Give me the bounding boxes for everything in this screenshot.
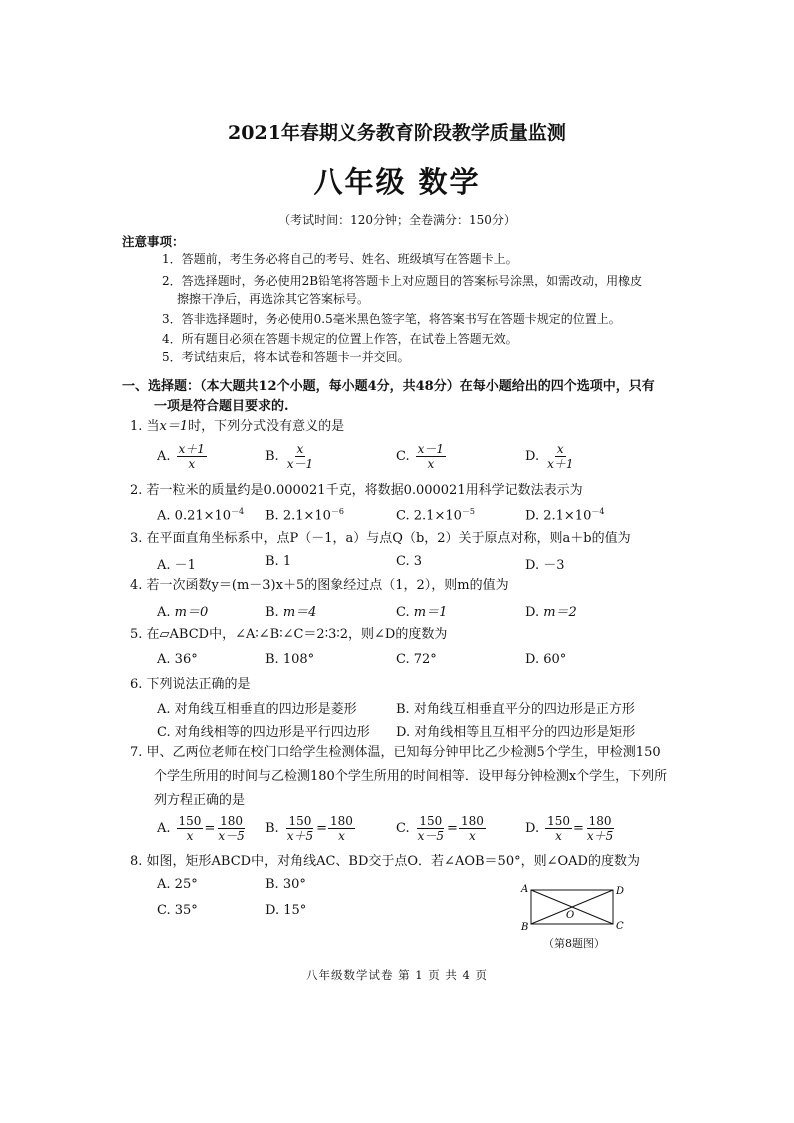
option-label: D. xyxy=(396,725,411,740)
option-text: 1 xyxy=(282,554,292,569)
option-text: 72° xyxy=(413,652,437,667)
option-label: D. xyxy=(265,903,280,918)
q6-option-a xyxy=(157,698,357,717)
q5-option-b xyxy=(265,652,314,667)
q1-option-c xyxy=(396,442,446,471)
option-base: 2.1×10 xyxy=(282,508,331,524)
option-label: A. xyxy=(157,605,171,620)
option-label: D. xyxy=(525,652,540,667)
q5-option-a xyxy=(157,652,198,667)
fraction-denominator: x xyxy=(188,457,196,471)
q1-option-b xyxy=(265,442,315,471)
fraction-denominator: x xyxy=(469,829,476,843)
option-exponent: －4 xyxy=(591,507,605,516)
q2-option-a xyxy=(157,506,244,523)
option-label: A. xyxy=(157,821,171,836)
vertex-label-a: A xyxy=(521,884,529,895)
option-label: D. xyxy=(525,605,540,620)
fraction-numerator: 150 xyxy=(419,814,443,828)
q6-option-d xyxy=(396,721,635,740)
option-label: B. xyxy=(265,508,279,524)
q3-option-c xyxy=(396,554,422,569)
q8-option-a xyxy=(157,877,198,892)
fraction-numerator: 150 xyxy=(547,814,570,828)
q1-stem-post: 时，下列分式没有意义的是 xyxy=(188,419,345,434)
fraction-denominator: x＋1 xyxy=(547,457,574,471)
option-label: C. xyxy=(157,725,171,740)
figure-caption: （第8题图） xyxy=(543,937,605,950)
option-exponent: －4 xyxy=(231,507,245,516)
q5-option-c xyxy=(396,652,437,667)
option-label: B. xyxy=(265,554,279,569)
option-label: B. xyxy=(396,702,410,717)
fraction-numerator: x＋1 xyxy=(178,442,205,456)
option-text: 对角线互相垂直平分的四边形是正方形 xyxy=(413,702,635,717)
question-6-stem: 6. 下列说法正确的是 xyxy=(130,677,251,692)
fraction-numerator: 150 xyxy=(178,814,202,828)
option-text: m＝0 xyxy=(174,605,209,620)
q4-option-a xyxy=(157,601,208,620)
notice-item-2-cont: 擦擦干净后，再选涂其它答案标号。 xyxy=(177,292,370,306)
q6-option-c xyxy=(157,721,370,740)
option-text: 3 xyxy=(413,554,423,569)
option-label: D. xyxy=(525,558,540,573)
q7-option-c: C. $\frac{150}{x-5}$ = $\frac{180}{x}$ xyxy=(396,814,484,843)
option-label: A. xyxy=(157,877,171,892)
option-label: A. xyxy=(157,508,171,524)
option-label: A. xyxy=(157,449,171,464)
fraction-numerator: 180 xyxy=(330,814,353,828)
question-8-stem: 8. 如图，矩形ABCD中，对角线AC、BD交于点O．若∠AOB＝50°，则∠OAD的度数为 xyxy=(130,854,640,869)
rectangle-abcd-figure xyxy=(515,882,625,934)
option-exponent: －5 xyxy=(461,507,475,516)
notice-item-2: 2．答选择题时，务必使用2B铅笔将答题卡上对应题目的答案标号涂黑，如需改动，用橡皮 xyxy=(162,274,643,288)
fraction-denominator: x xyxy=(555,829,562,843)
page-footer: 八年级数学试卷 第 1 页 共 4 页 xyxy=(305,968,489,982)
q2-option-d xyxy=(525,506,604,523)
notice-title: 注意事项： xyxy=(122,234,185,249)
fraction-numerator: x－1 xyxy=(417,442,445,456)
option-text: －3 xyxy=(543,558,565,573)
option-label: C. xyxy=(396,508,410,524)
q2-option-b xyxy=(265,506,344,523)
option-text: 对角线相等且互相平分的四边形是矩形 xyxy=(414,725,636,740)
q3-option-a xyxy=(157,554,196,573)
q1-option-a xyxy=(157,442,207,471)
question-1-stem xyxy=(130,418,344,436)
question-7-stem-3: 列方程正确的是 xyxy=(154,793,246,808)
q8-option-d xyxy=(265,903,306,918)
question-3-stem: 3. 在平面直角坐标系中，点P（－1，a）与点Q（b，2）关于原点对称，则a＋b的值为 xyxy=(130,531,631,546)
q7-option-b: B. $\frac{150}{x+5}$ = $\frac{180}{x}$ xyxy=(265,814,353,843)
option-text: 25° xyxy=(174,877,198,892)
option-text: 60° xyxy=(543,652,567,667)
fraction-denominator: x－1 xyxy=(286,457,314,471)
notice-item-4: 4．所有题目必须在答题卡规定的位置上作答，在试卷上答题无效。 xyxy=(162,332,518,346)
q1-stem-pre: 1. 当 xyxy=(130,419,160,434)
fraction-numerator: 180 xyxy=(588,814,612,828)
option-text: 35° xyxy=(174,903,198,918)
q3-option-b xyxy=(265,554,291,569)
q7-option-d: D. $\frac{150}{x}$ = $\frac{180}{x+5}$ xyxy=(525,814,614,843)
exam-info: （考试时间：120分钟；全卷满分：150分） xyxy=(278,213,516,227)
fraction-denominator: x xyxy=(338,829,345,843)
fraction-numerator: x xyxy=(556,442,564,456)
notice-item-5: 5．考试结束后，将本试卷和答题卡一并交回。 xyxy=(162,350,410,364)
option-label: C. xyxy=(396,554,410,569)
option-base: 0.21×10 xyxy=(174,508,232,524)
question-4-stem: 4. 若一次函数y＝(m－3)x＋5的图象经过点（1，2），则m的值为 xyxy=(130,578,509,593)
question-7-stem-1: 7. 甲、乙两位老师在校门口给学生检测体温，已知每分钟甲比乙少检测5个学生，甲检测150 xyxy=(130,745,661,760)
option-label: C. xyxy=(396,652,410,667)
option-base: 2.1×10 xyxy=(543,508,592,524)
q1-option-d xyxy=(525,442,576,471)
fraction-numerator: 180 xyxy=(220,814,243,828)
fraction-denominator: x－5 xyxy=(417,829,445,843)
option-text: －1 xyxy=(174,558,196,573)
option-label: C. xyxy=(396,449,410,464)
q5-option-d xyxy=(525,652,566,667)
vertex-label-b: B xyxy=(521,922,529,933)
option-label: D. xyxy=(525,508,540,524)
option-text: m＝2 xyxy=(543,605,577,620)
fraction-denominator: x xyxy=(427,457,435,471)
option-text: 108° xyxy=(282,652,315,667)
fraction-denominator: x－5 xyxy=(218,829,245,843)
q1-stem-math: x＝1 xyxy=(159,419,189,434)
fraction-denominator: x＋5 xyxy=(586,829,614,843)
fraction-numerator: x xyxy=(296,442,304,456)
notice-item-1: 1．答题前，考生务必将自己的考号、姓名、班级填写在答题卡上。 xyxy=(162,252,518,266)
option-exponent: －6 xyxy=(330,507,345,516)
option-text: 15° xyxy=(283,903,307,918)
option-base: 2.1×10 xyxy=(413,508,462,524)
option-label: A. xyxy=(157,702,171,717)
option-label: C. xyxy=(396,605,410,620)
fraction-numerator: 180 xyxy=(460,814,484,828)
q8-option-b xyxy=(265,877,306,892)
fraction-numerator: 150 xyxy=(288,814,312,828)
q8-option-c xyxy=(157,903,198,918)
option-text: 36° xyxy=(174,652,198,667)
option-text: m＝4 xyxy=(282,605,317,620)
option-label: D. xyxy=(525,821,540,836)
q3-option-d xyxy=(525,554,565,573)
center-label-o: O xyxy=(566,910,575,921)
option-text: 30° xyxy=(282,877,306,892)
vertex-label-c: C xyxy=(616,921,624,932)
q7-option-a: A. $\frac{150}{x}$ = $\frac{180}{x-5}$ xyxy=(157,814,245,843)
option-label: B. xyxy=(265,877,279,892)
option-label: B. xyxy=(265,605,279,620)
option-label: B. xyxy=(265,449,279,464)
option-text: m＝1 xyxy=(413,605,448,620)
fraction-denominator: x xyxy=(186,829,194,843)
option-label: C. xyxy=(157,903,171,918)
option-label: A. xyxy=(157,652,171,667)
option-text: 对角线互相垂直的四边形是菱形 xyxy=(174,702,357,717)
question-7-stem-2: 个学生所用的时间与乙检测180个学生所用的时间相等．设甲每分钟检测x个学生，下列所 xyxy=(154,769,668,784)
section-heading: 一、选择题：（本大题共12个小题，每小题4分，共48分）在每小题给出的四个选项中，只有 xyxy=(122,379,655,394)
option-label: B. xyxy=(265,652,279,667)
subject-title: 八年级 数学 xyxy=(313,165,481,199)
exam-title: 2021年春期义务教育阶段教学质量监测 xyxy=(228,122,566,144)
vertex-label-d: D xyxy=(616,886,625,897)
q6-option-b xyxy=(396,698,635,717)
q2-option-c xyxy=(396,506,475,523)
notice-item-3: 3．答非选择题时，务必使用0.5毫米黑色签字笔，将答案书写在答题卡规定的位置上。 xyxy=(162,312,621,326)
option-label: A. xyxy=(157,558,171,573)
q4-option-b xyxy=(265,601,316,620)
option-label: D. xyxy=(525,449,540,464)
question-5-stem: 5. 在▱ABCD中，∠A∶∠B∶∠C＝2∶3∶2，则∠D的度数为 xyxy=(130,627,448,642)
option-text: 对角线相等的四边形是平行四边形 xyxy=(174,725,370,740)
section-heading-cont: 一项是符合题目要求的. xyxy=(154,399,289,414)
q4-option-c xyxy=(396,601,447,620)
option-label: C. xyxy=(396,821,410,836)
q4-option-d xyxy=(525,601,577,620)
fraction-denominator: x＋5 xyxy=(286,829,314,843)
option-label: B. xyxy=(265,821,279,836)
question-2-stem: 2. 若一粒米的质量约是0.000021千克，将数据0.000021用科学记数法表示为 xyxy=(130,483,583,498)
